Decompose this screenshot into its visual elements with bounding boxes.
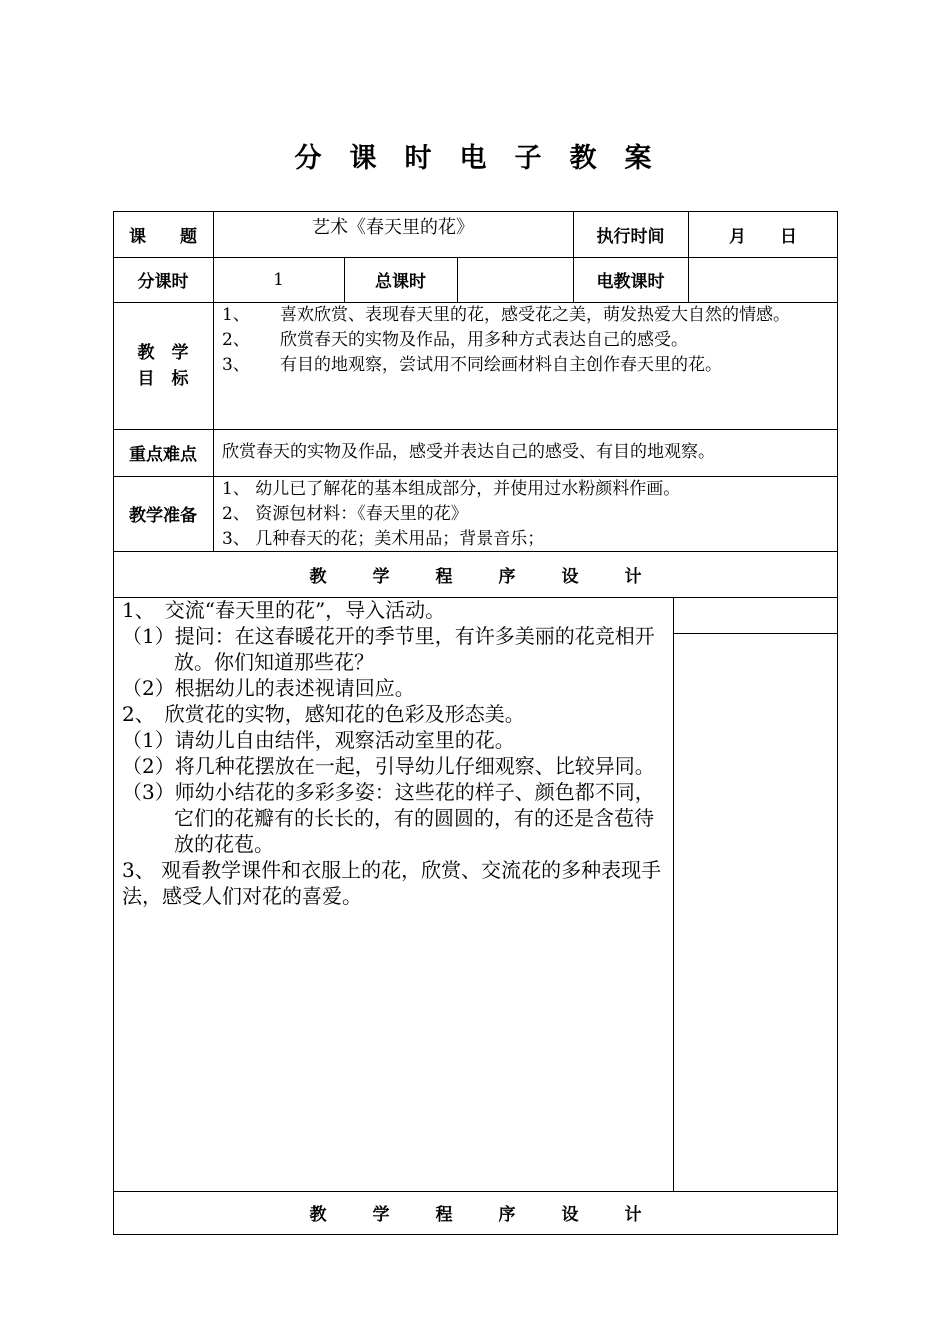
- key-points-text: 欣赏春天的实物及作品，感受并表达自己的感受、有目的地观察。: [222, 442, 715, 462]
- procedure-content: [122, 597, 668, 909]
- section-heading-procedure: 教 学 程 序 设 计: [309, 566, 642, 587]
- preparation-item: 3、 几种春天的花；美术用品；背景音乐；: [222, 529, 545, 549]
- total-sessions-label: 总课时: [375, 272, 426, 292]
- procedure-step: 2、 欣赏花的实物，感知花的色彩及形态美。: [122, 702, 525, 726]
- preparation-item: 2、 资源包材料：《春天里的花》: [222, 504, 468, 524]
- session-value: 1: [273, 269, 284, 290]
- procedure-substep: （3）师幼小结花的多彩多姿：这些花的样子、颜色都不同，它们的花瓣有的长长的，有的圆圆的，有的还是含苞待放的花苞。: [122, 780, 655, 856]
- exec-time-value: 月 日: [729, 226, 797, 247]
- table-border: [113, 1234, 838, 1235]
- exec-time-label: 执行时间: [596, 226, 665, 247]
- goals-list: [222, 303, 834, 378]
- goal-item: 1、 喜欢欣赏、表现春天里的花，感受花之美，萌发热爱大自然的情感。: [222, 305, 790, 325]
- row-divider: [673, 633, 838, 634]
- topic-label: 课 题: [129, 226, 197, 247]
- column-divider: [673, 597, 674, 1191]
- procedure-substep: （2）根据幼儿的表述视请回应。: [122, 676, 415, 700]
- goals-label: 教 学 目 标: [137, 342, 189, 389]
- session-label: 分课时: [137, 272, 189, 292]
- document-title: 分 课 时 电 子 教 案: [294, 143, 656, 174]
- procedure-step: 3、 观看教学课件和衣服上的花，欣赏、交流花的多种表现手法，感受人们对花的喜爱。: [122, 858, 662, 908]
- preparation-list: [222, 477, 834, 552]
- goal-item: 2、 欣赏春天的实物及作品，用多种方式表达自己的感受。: [222, 330, 688, 350]
- procedure-substep: （2）将几种花摆放在一起，引导幼儿仔细观察、比较异同。: [122, 754, 655, 778]
- topic-value: 艺术《春天里的花》: [312, 217, 474, 238]
- table-border: [837, 211, 838, 1234]
- section-heading-procedure-2: 教 学 程 序 设 计: [309, 1205, 642, 1225]
- preparation-label: 教学准备: [129, 506, 197, 526]
- goal-item: 3、 有目的地观察，尝试用不同绘画材料自主创作春天里的花。: [222, 355, 722, 375]
- procedure-step: 1、 交流“春天里的花”，导入活动。: [122, 598, 446, 622]
- procedure-substep: （1）请幼儿自由结伴，观察活动室里的花。: [122, 728, 515, 752]
- preparation-item: 1、 幼儿已了解花的基本组成部分，并使用过水粉颜料作画。: [222, 479, 681, 499]
- total-sessions-value: [457, 257, 573, 302]
- av-sessions-label: 电教课时: [596, 272, 665, 292]
- procedure-substep: （1）提问：在这春暖花开的季节里，有许多美丽的花竞相开放。你们知道那些花？: [122, 624, 655, 674]
- key-points-label: 重点难点: [129, 445, 197, 465]
- av-sessions-value: [688, 257, 838, 302]
